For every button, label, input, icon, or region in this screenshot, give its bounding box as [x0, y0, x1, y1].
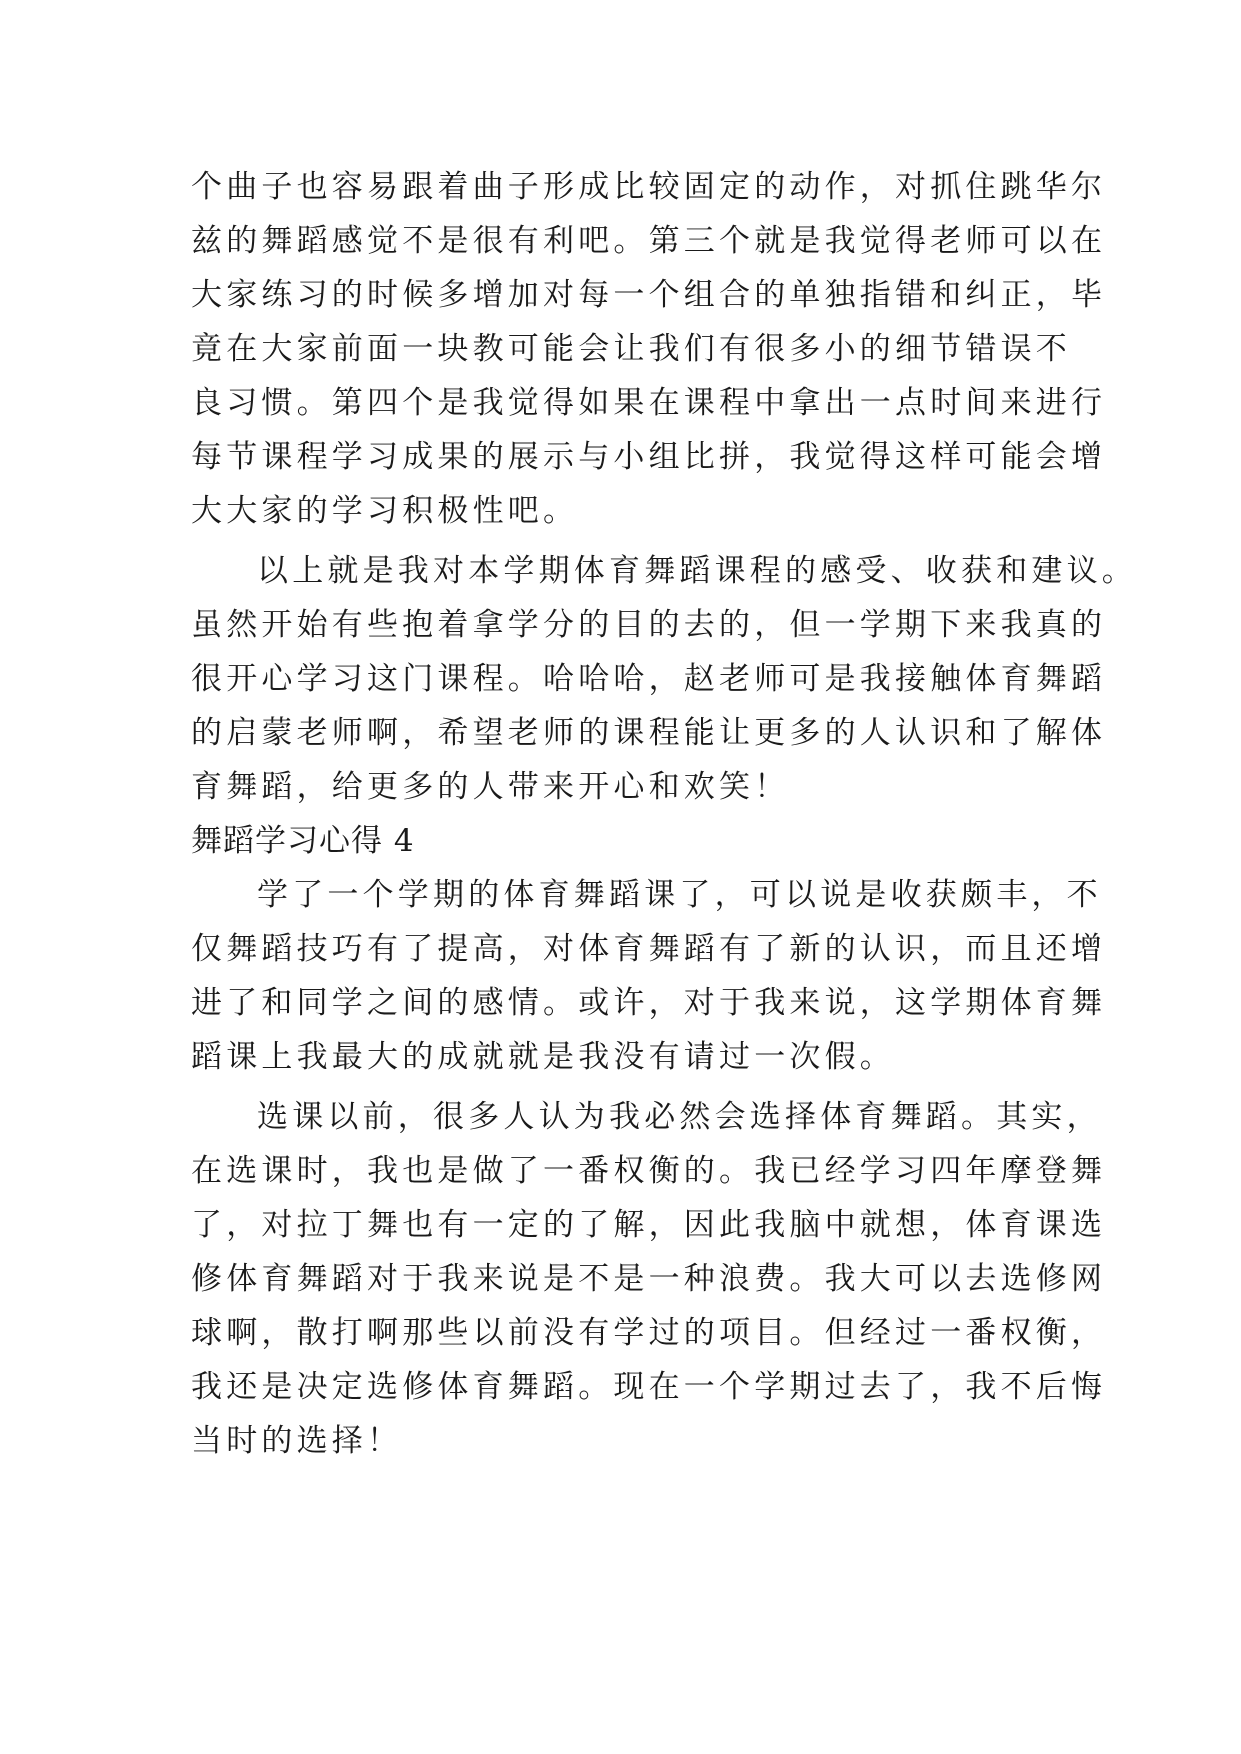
text-line: 良习惯。第四个是我觉得如果在课程中拿出一点时间来进行 [191, 385, 1107, 421]
text-line: 竟在大家前面一块教可能会让我们有很多小的细节错误不 [191, 331, 1071, 367]
text-line: 学了一个学期的体育舞蹈课了，可以说是收获颇丰，不 [257, 877, 1102, 913]
paragraph [191, 160, 1107, 538]
text-line: 育舞蹈，给更多的人带来开心和欢笑！ [191, 769, 790, 805]
text-line: 个曲子也容易跟着曲子形成比较固定的动作，对抓住跳华尔 [191, 169, 1107, 205]
text-line: 蹈课上我最大的成就就是我没有请过一次假。 [191, 1039, 895, 1075]
paragraph [191, 1090, 1107, 1468]
paragraph [191, 868, 1107, 1084]
text-line: 球啊，散打啊那些以前没有学过的项目。但经过一番权衡， [191, 1315, 1107, 1351]
text-line: 了，对拉丁舞也有一定的了解，因此我脑中就想，体育课选 [191, 1207, 1107, 1243]
text-line: 以上就是我对本学期体育舞蹈课程的感受、收获和建议。 [257, 553, 1137, 589]
text-line: 大大家的学习积极性吧。 [191, 493, 579, 529]
text-line: 进了和同学之间的感情。或许，对于我来说，这学期体育舞 [191, 985, 1107, 1021]
text-line: 的启蒙老师啊，希望老师的课程能让更多的人认识和了解体 [191, 715, 1107, 751]
text-line: 选课以前，很多人认为我必然会选择体育舞蹈。其实， [257, 1099, 1102, 1135]
text-line: 大家练习的时候多增加对每一个组合的单独指错和纠正，毕 [191, 277, 1107, 313]
section-heading: 舞蹈学习心得 4 [191, 823, 415, 859]
document-body [191, 160, 1137, 1468]
paragraph [191, 544, 1137, 814]
text-line: 在选课时，我也是做了一番权衡的。我已经学习四年摩登舞 [191, 1153, 1107, 1189]
text-line: 当时的选择！ [191, 1423, 403, 1459]
text-line: 每节课程学习成果的展示与小组比拼，我觉得这样可能会增 [191, 439, 1107, 475]
text-line: 修体育舞蹈对于我来说是不是一种浪费。我大可以去选修网 [191, 1261, 1107, 1297]
text-line: 仅舞蹈技巧有了提高，对体育舞蹈有了新的认识，而且还增 [191, 931, 1107, 967]
text-line: 很开心学习这门课程。哈哈哈，赵老师可是我接触体育舞蹈 [191, 661, 1107, 697]
text-line: 我还是决定选修体育舞蹈。现在一个学期过去了，我不后悔 [191, 1369, 1107, 1405]
text-line: 虽然开始有些抱着拿学分的目的去的，但一学期下来我真的 [191, 607, 1107, 643]
text-line: 兹的舞蹈感觉不是很有利吧。第三个就是我觉得老师可以在 [191, 223, 1107, 259]
